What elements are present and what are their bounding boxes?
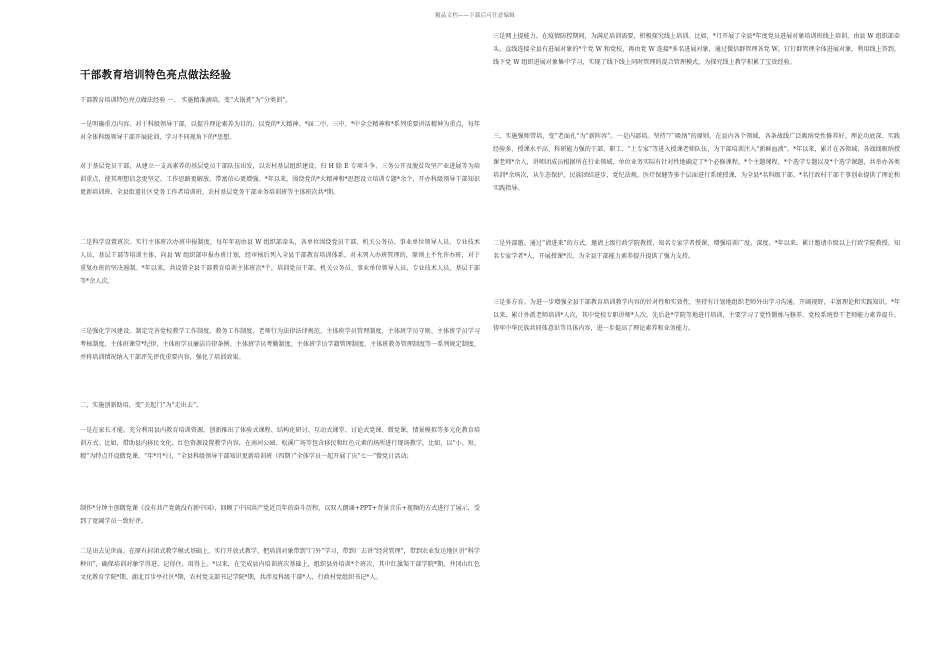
paragraph-study-style: 三是强化学风建设。制定完善党校教学工作制度、教务工作制度、老师行为法律法律规范、主体班学员管理制度、主体班学员守则、主体班学员学习考核制度、主体班课堂*纪律、主体班学员廉洁自律条例、主体班学员考勤制度、主体班学员学籍管理制度、主体班教务管理制度等一系列规定制度，并将培训情况纳入干部评先评优重要内容，强化了培训效果。 bbox=[80, 328, 480, 361]
paragraph-class-setup: 二是科学设置班次。实行主体班次办班申报制度，每年年初由县 W 组织部牵头，各单位围绕党员干部、机关公务员、事业单位领导人员、专业技术人员、基层干部等培训主体，向县 W 组织部申报办班计划，经审核后列入全县干部教育培训体系，对未列入办班管理的，原则上不允许办班，对于重复办班的坚决遏制。*年以来，共设置全县干部教育培训主体班次*个，培训党员干部、机关公务员、事业单位领导人员、专业技术人员、基层干部等*余人次。 bbox=[80, 239, 480, 285]
paragraph-external-invite: 二是外部邀。通过“请进来”的方式，邀请上级行政学院教授、知名专家学者授课，增强培训广度、深度。*年以来，累计邀请市级以上行政学院教授、知名专家学者*人，开展授课*次，为全县干部能力素养提升提供了强力支持。 bbox=[493, 240, 900, 260]
paragraph-intro: 干部教育培训特色亮点做法经验 一、 实施精准滴培，变“大锅煮”为“分类训”。 bbox=[80, 97, 292, 104]
paragraph-local-resources: 一是在家长才能。充分利用县内教育培训资源，创新推出了体验式课程、结构化研讨、互动式课堂、讨论式党课、微党课、情景模拟等多元化教育培训方式。比如，借助县内移民文化、红色资源设置教学内容，在南河公园、松溪广场等包含移民和红色元素的场所进行现场教学。比如，以“小、短、精”为特点开设微党课，“年*月*日，“全县科级领导干部知识更新培训班（四期）”全体学员一起开展了庆“七一”微党日活动； bbox=[80, 427, 480, 460]
section-heading-innovation: 二、实施创新助培，变“关起门”为“走出去”。 bbox=[80, 402, 203, 409]
paragraph-grassroots: 对于基层党员干部，从建立一支高素养的基层党员干部队伍出发，以农村基层组织建设、扫 H 除 E 专项斗争、三务公开及脱贫攻坚产业进展等为培训重点，使其理想信念更坚定、工作思路更解放、带富信心更增强。*年以来，围绕党的*大精神和*思想设立培训专题*余个，开办科级领导干部知识更新培训班、全县街道社区党务工作者培训班、农村基层党务干部业务培训班等主体班次共*期。 bbox=[80, 163, 480, 196]
paragraph-micro-lesson: 制作*分钟主创微党课《没有共产党就没有新中国》，回顾了中国共产党近百年的奋斗历程，以双人朗诵+PPT+背景音乐+视频的方式进行了展示，受到了宽阔学员一致好评。 bbox=[80, 505, 480, 525]
paragraph-key-content: 一是明确重点内容。对于科级领导干部，以提升理论素养为目的，以党的*大精神、*届二中、三中、*中全会精神和*系列重要讲话精神为重点，每年对全体科级领导干部开展轮训，学习不同视角下的*思想。 bbox=[80, 121, 480, 141]
document-title: 干部教育培训特色亮点做法经验 bbox=[80, 69, 232, 81]
paragraph-multi-channel: 三是多方育。为进一步增强全县干部教育培训教学内容的针对性和实效性，坚持有计划地组织老师外出学习沟通，开阔视野，丰富理论和实践知识。*年以来，累计外派老师培训*人次，其中党校专职讲师*人次，先后赴*学院等地进行培训，主要学习了党性锻炼与修养、党校系统骨干老师能力素养提升、铸牢中华民族共同体意识等具体内容，进一步提高了理论素养和业务能力。 bbox=[493, 299, 900, 332]
paragraph-online-training: 三是网上提能力。在疫情防控期间，为满足培训需要，积极探究线上培训。比如，*月开展了全县*年度党员进展对象培训班线上培训，由县 W 组织部牵头，直线连接全县有进展对象的*个党 W 和党校，再由党 W 连接*多名进展对象，通过微信群管理各党 W，钉钉群管理全体进展对象，利用线上答到，线下党 W 组织进展对象集中学习，实现了线下线上同时管理的混合管理模式，为探究线上教学积累了宝贵经验。 bbox=[493, 33, 900, 66]
paragraph-teacher-strength: 三、实施强师带培，变“老面孔”为“新阵容”。一是内部培。坚持“广吸纳”的原则，在县内各个领域、各条战线广泛吸纳党性修养好、理论功底深、实践经验多、授课水平高、科研能力强的干部、职工、“土专家”等进入授课老师队伍，为干部培训注入“新鲜血液”。*年以来，累计在各领域、各战线吸纳授课老师*余人，讲师团成员根据所在行业领域、单位业务实际有针对性地确定了*个必修课程、*个主题课程、*个选学专题以及*个选学课题，共举办各类培训*余场次，从生态保护、民族团结进步、党纪法规、医疗保健等多个层面进行系统授课，为全县*名科级干部、*名行政村干部干事创业提供了理论和实践指导。 bbox=[493, 133, 900, 192]
page-header: 精品文档——下载后可任意编辑 bbox=[435, 13, 515, 19]
paragraph-go-out: 二是出去见世面。在原有封闭式教学模式基础上，实行开放式教学，把培训对象带到“门外”学习，带到厂去讲“经营管理”，带到农业发达地区讲“科学种田”，确保培训对象学得进、记得住、用得上。*以来，在完成县内培训班次基础上，组织县外培训*个班次，其中红旗渠干部学院*期，井冈山红色文化教育学院*期、湖北百步亭社区*期，农村党支部书记学院*期，共涉及科级干部*人、行政村党组织书记*人。 bbox=[80, 548, 480, 581]
